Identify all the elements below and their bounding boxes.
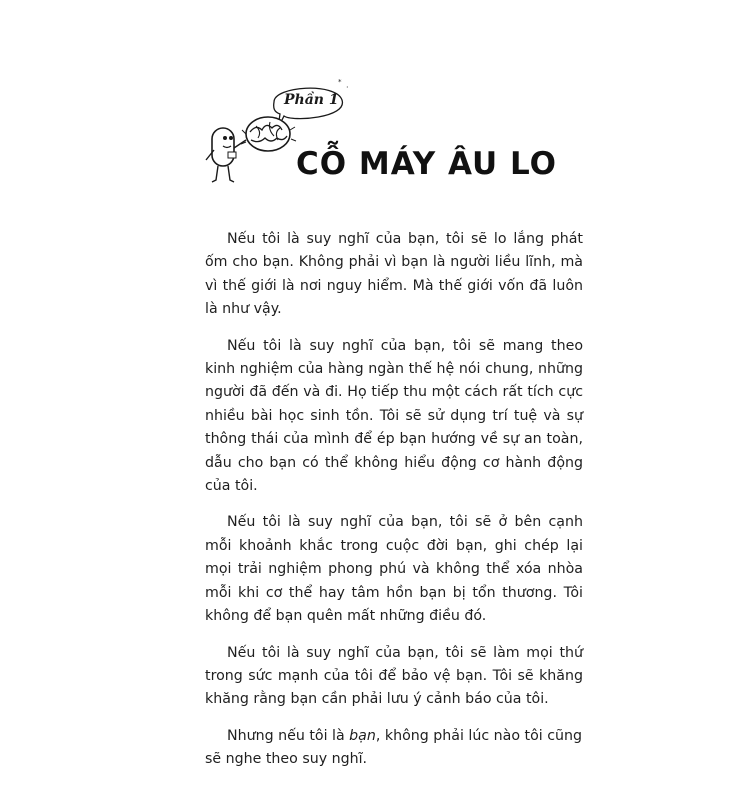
emphasis-text: bạn	[349, 727, 376, 744]
paragraph-last	[205, 725, 583, 772]
paragraph: Nếu tôi là suy nghĩ của bạn, tôi sẽ ở bên cạnh mỗi khoảnh khắc trong cuộc đời bạn, ghi chép lại mọi trải nghiệm phong phú và không thể xóa nhòa mỗi khi cơ thể hay tâm hồn bạn bị tổn thương. Tôi không để bạn quên mất những điều đó.	[205, 514, 583, 625]
brain-icon	[241, 117, 296, 151]
paragraph: Nếu tôi là suy nghĩ của bạn, tôi sẽ lo lắng phát ốm cho bạn. Không phải vì bạn là người liều lĩnh, mà vì thế giới là nơi nguy hiểm. Mà thế giới vốn đã luôn là như vậy.	[205, 231, 583, 318]
svg-text:*: *	[338, 78, 342, 86]
paragraph: Nếu tôi là suy nghĩ của bạn, tôi sẽ mang theo kinh nghiệm của hàng ngàn thế hệ nói chung, những người đã đến và đi. Họ tiếp thu một cách rất tích cực nhiều bài học sinh tồn. Tôi sẽ sử dụng trí tuệ và sự thông thái của mình để ép bạn hướng về sự an toàn, dẫu cho bạn có thể không hiểu động cơ hành động của tôi.	[205, 337, 583, 495]
doodle-character-icon	[206, 128, 246, 182]
svg-text:·: ·	[346, 83, 349, 92]
paragraph: Nếu tôi là suy nghĩ của bạn, tôi sẽ làm mọi thứ trong sức mạnh của tôi để bảo vệ bạn. Tôi sẽ khăng khăng rằng bạn cần phải lưu ý cảnh báo của tôi.	[205, 644, 583, 708]
part-label: Phần 1	[284, 92, 339, 108]
chapter-body	[205, 228, 583, 785]
text-span: Nhưng nếu tôi là	[227, 727, 350, 744]
text-span: , không phải lúc nào tôi cũng sẽ nghe theo suy nghĩ.	[205, 727, 583, 768]
chapter-title: CỖ MÁY ÂU LO	[296, 146, 558, 182]
